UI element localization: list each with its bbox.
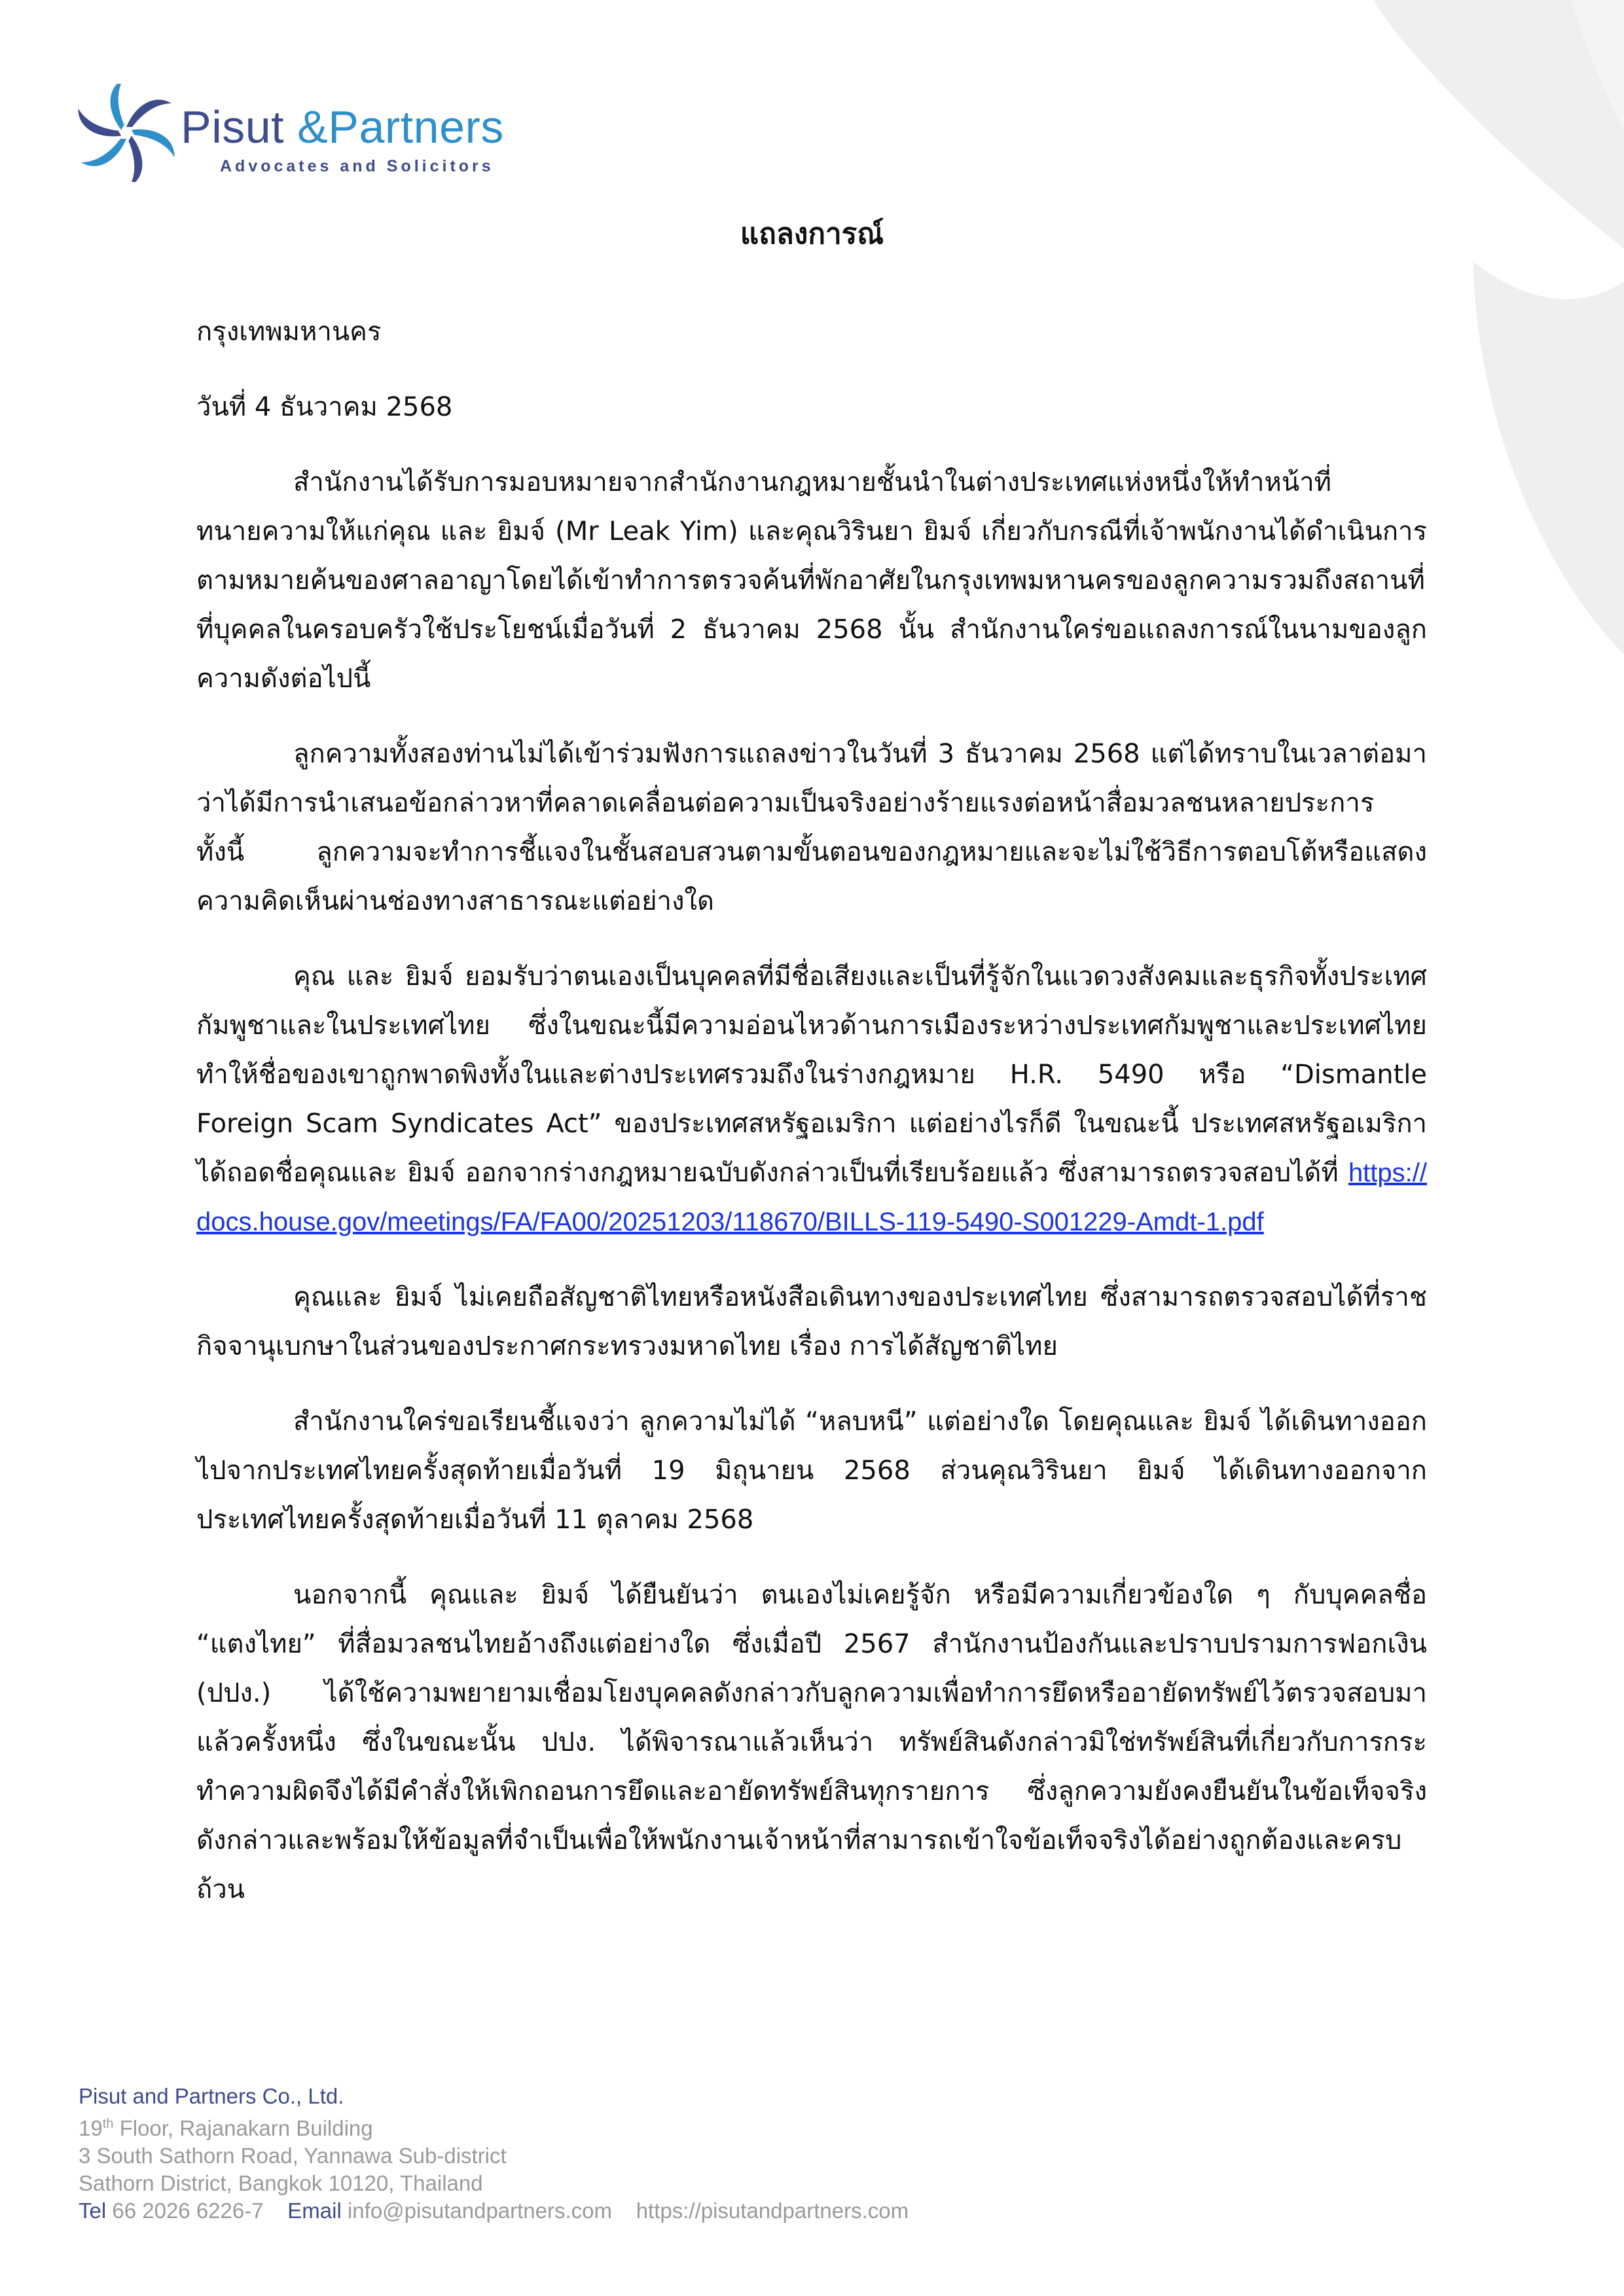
brand-name — [181, 101, 504, 153]
company-logo — [77, 84, 549, 182]
pinwheel-logo-icon — [77, 84, 175, 182]
brand-name-partners: Partners — [328, 101, 504, 152]
paragraph-6: นอกจากนี้ คุณและ ยิมจ์ ได้ยืนยันว่า ตนเองไม่เคยรู้จัก หรือมีความเกี่ยวข้องใด ๆ กับบุคคลชื่อ “แตงไทย” ที่สื่อมวลชนไทยอ้างถึงแต่อย่างใด ซึ่งเมื่อปี 2567 สำนักงานป้องกันและปราบปรามการฟอกเงิน (ปปง.) ได้ใช้ความพยายามเชื่อมโยงบุคคลดังกล่าวกับลูกความเพื่อทำการยึดหรืออายัดทรัพย์ไว้ตรวจสอบมาแล้วครั้งหนึ่ง ซึ่งในขณะนั้น ปปง. ได้พิจารณาแล้วเห็นว่า ทรัพย์สินดังกล่าวมิใช่ทรัพย์สินที่เกี่ยวกับการกระทำความผิดจึงได้มีคำสั่งให้เพิกถอนการยึดและอายัดทรัพย์สินทุกรายการ ซึ่งลูกความยังคงยืนยันในข้อเท็จจริงดังกล่าวและพร้อมให้ข้อมูลที่จำเป็นเพื่อให้พนักงานเจ้าหน้าที่สามารถเข้าใจข้อเท็จจริงได้อย่างถูกต้องและครบถ้วน — [196, 1580, 1427, 1905]
footer-website[interactable]: https://pisutandpartners.com — [636, 2198, 909, 2223]
footer-address-line2: 3 South Sathorn Road, Yannawa Sub-district — [79, 2144, 507, 2168]
document-title: แถลงการณ์ — [740, 217, 884, 251]
paragraph-1: สำนักงานได้รับการมอบหมายจากสำนักงานกฎหมายชั้นนำในต่างประเทศแห่งหนึ่งให้ทำหน้าที่ทนายความให้แก่คุณ และ ยิมจ์ (Mr Leak Yim) และคุณวิรินยา ยิมจ์ เกี่ยวกับกรณีที่เจ้าพนักงานได้ดำเนินการตามหมายค้นของศาลอาญาโดยได้เข้าทำการตรวจค้นที่พักอาศัยในกรุงเทพมหานครของลูกความรวมถึงสถานที่ที่บุคคลในครอบครัวใช้ประโยชน์เมื่อวันที่ 2 ธันวาคม 2568 นั้น สำนักงานใคร่ขอแถลงการณ์ในนามของลูกความดังต่อไปนี้ — [196, 467, 1427, 694]
paragraph-3 — [196, 952, 1427, 1247]
footer-tel-value: 66 2026 6226-7 — [112, 2198, 264, 2223]
document-body — [196, 308, 1427, 1941]
footer-floor-number: 19 — [79, 2116, 103, 2140]
brand-tagline: Advocates and Solicitors — [220, 157, 494, 175]
footer-email-value[interactable]: info@pisutandpartners.com — [347, 2198, 613, 2223]
brand-amp: & — [297, 101, 329, 152]
footer-floor-rest: Floor, Rajanakarn Building — [113, 2116, 373, 2140]
footer-company: Pisut and Partners Co., Ltd. — [79, 2084, 344, 2108]
paragraph-4: คุณและ ยิมจ์ ไม่เคยถือสัญชาติไทยหรือหนังสือเดินทางของประเทศไทย ซึ่งสามารถตรวจสอบได้ที่ราชกิจจานุเบกษาในส่วนของประกาศกระทรวงมหาดไทย เรื่อง การได้สัญชาติไทย — [196, 1282, 1427, 1361]
footer-address — [79, 2083, 909, 2225]
footer-contact — [79, 2197, 909, 2225]
paragraph-3-text: คุณ และ ยิมจ์ ยอมรับว่าตนเองเป็นบุคคลที่มีชื่อเสียงและเป็นที่รู้จักในแวดวงสังคมและธุรกิจทั้งประเทศกัมพูชาและในประเทศไทย ซึ่งในขณะนี้มีความอ่อนไหวด้านการเมืองระหว่างประเทศกัมพูชาและประเทศไทยทำให้ชื่อของเขาถูกพาดพิงทั้งในและต่างประเทศรวมถึงในร่างกฎหมาย H.R. 5490 หรือ “Dismantle Foreign Scam Syndicates Act” ของประเทศสหรัฐอเมริกา แต่อย่างไรก็ดี ในขณะนี้ ประเทศสหรัฐอเมริกาได้ถอดชื่อคุณและ ยิมจ์ ออกจากร่างกฎหมายฉบับดังกล่าวเป็นที่เรียบร้อยแล้ว ซึ่งสามารถตรวจสอบได้ที่ — [196, 961, 1427, 1188]
footer-tel-label: Tel — [79, 2198, 107, 2223]
document-place: กรุงเทพมหานคร — [196, 317, 382, 347]
paragraph-2: ลูกความทั้งสองท่านไม่ได้เข้าร่วมฟังการแถลงข่าวในวันที่ 3 ธันวาคม 2568 แต่ได้ทราบในเวลาต่อมาว่าได้มีการนำเสนอข้อกล่าวหาที่คลาดเคลื่อนต่อความเป็นจริงอย่างร้ายแรงต่อหน้าสื่อมวลชนหลายประการ ทั้งนี้ ลูกความจะทำการชี้แจงในชั้นสอบสวนตามขั้นตอนของกฎหมายและจะไม่ใช้วิธีการตอบโต้หรือแสดงความคิดเห็นผ่านช่องทางสาธารณะแต่อย่างใด — [196, 739, 1427, 916]
footer-address-line1 — [79, 2110, 909, 2142]
footer-address-line3: Sathorn District, Bangkok 10120, Thailand — [79, 2171, 483, 2195]
document-date: วันที่ 4 ธันวาคม 2568 — [196, 392, 453, 422]
paragraph-5: สำนักงานใคร่ขอเรียนชี้แจงว่า ลูกความไม่ได้ “หลบหนี” แต่อย่างใด โดยคุณและ ยิมจ์ ได้เดินทางออกไปจากประเทศไทยครั้งสุดท้ายเมื่อวันที่ 19 มิถุนายน 2568 ส่วนคุณวิรินยา ยิมจ์ ได้เดินทางออกจากประเทศไทยครั้งสุดท้ายเมื่อวันที่ 11 ตุลาคม 2568 — [196, 1407, 1427, 1535]
footer-email-label: Email — [287, 2198, 342, 2223]
footer-floor-suffix: th — [102, 2117, 114, 2131]
house-gov-bill-link[interactable]: https://docs.house.gov/meetings/FA/FA00/20251203/118670/BILLS-119-5490-S001229-Amdt-1.pdf — [196, 1158, 1427, 1236]
brand-name-pisut: Pisut — [181, 101, 285, 152]
